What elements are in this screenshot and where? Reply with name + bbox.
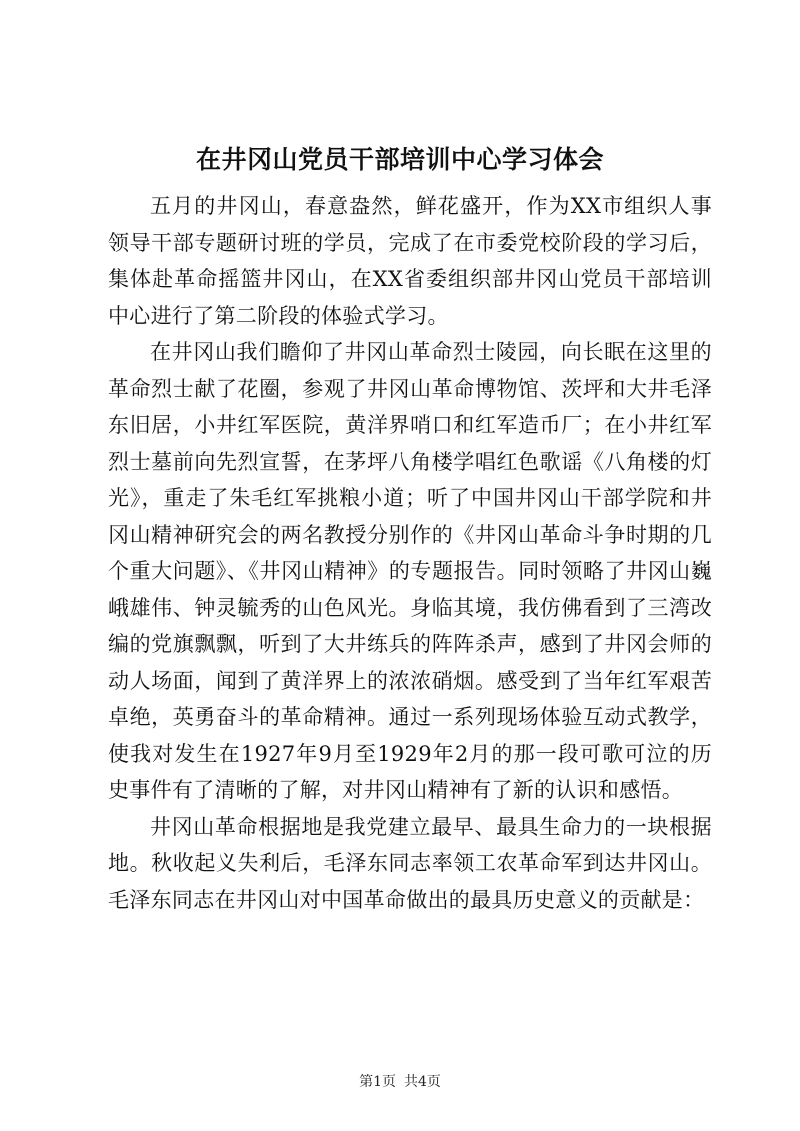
page-number: 第1页 <box>359 1074 396 1090</box>
paragraph-3: 井冈山革命根据地是我党建立最早、最具生命力的一块根据地。秋收起义失利后，毛泽东同志率领工农革命军到达井冈山。毛泽东同志在井冈山对中国革命做出的最具历史意义的贡献是： <box>108 814 712 912</box>
paragraph-2: 在井冈山我们瞻仰了井冈山革命烈士陵园，向长眠在这里的革命烈士献了花圈，参观了井冈山革命博物馆、茨坪和大井毛泽东旧居，小井红军医院，黄洋界哨口和红军造币厂；在小井红军烈士墓前向先烈宣誓，在茅坪八角楼学唱红色歌谣《八角楼的灯光》，重走了朱毛红军挑粮小道；听了中国井冈山干部学院和井冈山精神研究会的两名教授分别作的《井冈山革命斗争时期的几个重大问题》、《井冈山精神》的专题报告。同时领略了井冈山巍峨雄伟、钟灵毓秀的山色风光。身临其境，我仿佛看到了三湾改编的党旗飘飘，听到了大井练兵的阵阵杀声，感到了井冈会师的动人场面，闻到了黄洋界上的浓浓硝烟。感受到了当年红军艰苦卓绝，英勇奋斗的革命精神。通过一系列现场体验互动式教学，使我对发生在1927年9月至1929年2月的那一段可歌可泣的历史事件有了清晰的了解，对井冈山精神有了新的认识和感悟。 <box>108 340 712 802</box>
document-body <box>108 188 712 918</box>
document-title: 在井冈山党员干部培训中心学习体会 <box>195 145 604 174</box>
paragraph-1: 五月的井冈山，春意盎然，鲜花盛开，作为XX市组织人事领导干部专题研讨班的学员，完成了在市委党校阶段的学习后，集体赴革命摇篮井冈山，在XX省委组织部井冈山党员干部培训中心进行了第二阶段的体验式学习。 <box>108 194 712 328</box>
page-total: 共4页 <box>404 1074 441 1090</box>
page-footer <box>0 1072 800 1092</box>
